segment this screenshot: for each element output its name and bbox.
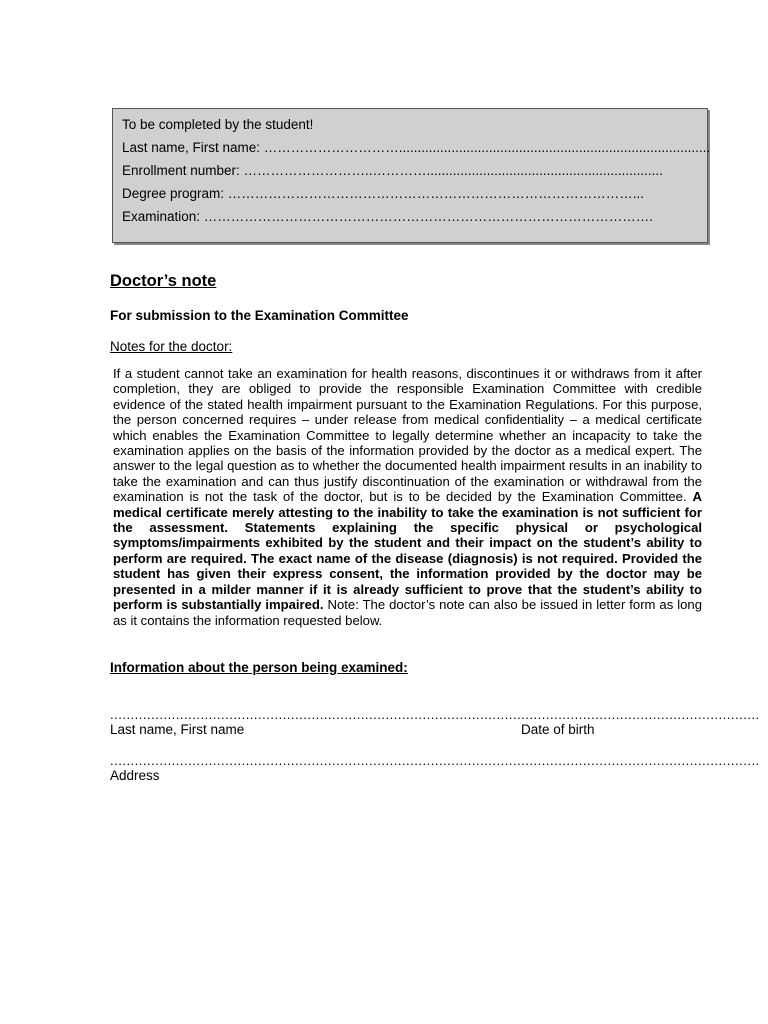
enrollment-field-row[interactable]: Enrollment number: ………………………..…………............................................................... xyxy=(122,163,663,178)
student-info-box xyxy=(112,108,711,243)
notes-text-1: If a student cannot take an examination for health reasons, discontinues it or withdraws from it after completion, they are obliged to provide the responsible Examination Committee with credible evidence of the stated health impairment pursuant to the Examination Regulations. For this purpose, the person concerned requires – under release from medical confidentiality – a medical certificate which enables the Examination Committee to legally determine whether an incapacity to take the examination applies on the basis of the information provided by the doctor as a medical expert. The answer to the legal question as to whether the documented health impairment results in an inability to take the examination and can thus justify discontinuation of the examination or withdrawal from the examination is not the task of the doctor, but is to be decided by the Examination Committee. xyxy=(113,366,702,505)
name-dob-dotted-line[interactable]: .............................................................................................................................................................. xyxy=(110,707,760,722)
address-dotted-line[interactable]: .............................................................................................................................................................. xyxy=(110,753,760,768)
student-box-heading: To be completed by the student! xyxy=(122,117,314,132)
notes-text-bold: A medical certificate merely attesting to the inability to take the examination is not sufficient for the assessment. Statements explaining the specific physical or psychological symptoms/impairments exhibited by the student and their impact on the student’s ability to perform are required. The exact name of the disease (diagnosis) is not required. Provided the student has given their express consent, the information provided by the doctor may be presented in a milder manner if it is already sufficient to prove that the student’s ability to perform is substantially impaired. xyxy=(113,489,702,613)
dob-label: Date of birth xyxy=(521,722,595,737)
address-label: Address xyxy=(110,768,160,783)
info-heading: Information about the person being examined: xyxy=(110,660,408,675)
page-subtitle: For submission to the Examination Committee xyxy=(110,308,409,323)
notes-label: Notes for the doctor: xyxy=(110,339,233,354)
notes-paragraph xyxy=(113,366,702,628)
name-label: Last name, First name xyxy=(110,722,245,737)
examination-field-row[interactable]: Examination: ………………………………………………………………………………………. xyxy=(122,209,654,224)
notes-text-3: Note: The doctor’s note can also be issued in letter form as long as it contains the information requested below. xyxy=(113,597,702,628)
degree-field-row[interactable]: Degree program: ………………………………………………………………………………... xyxy=(122,186,645,201)
name-field-row[interactable]: Last name, First name: …………………………................................................................................... xyxy=(122,140,711,155)
page-title: Doctor’s note xyxy=(110,272,217,290)
